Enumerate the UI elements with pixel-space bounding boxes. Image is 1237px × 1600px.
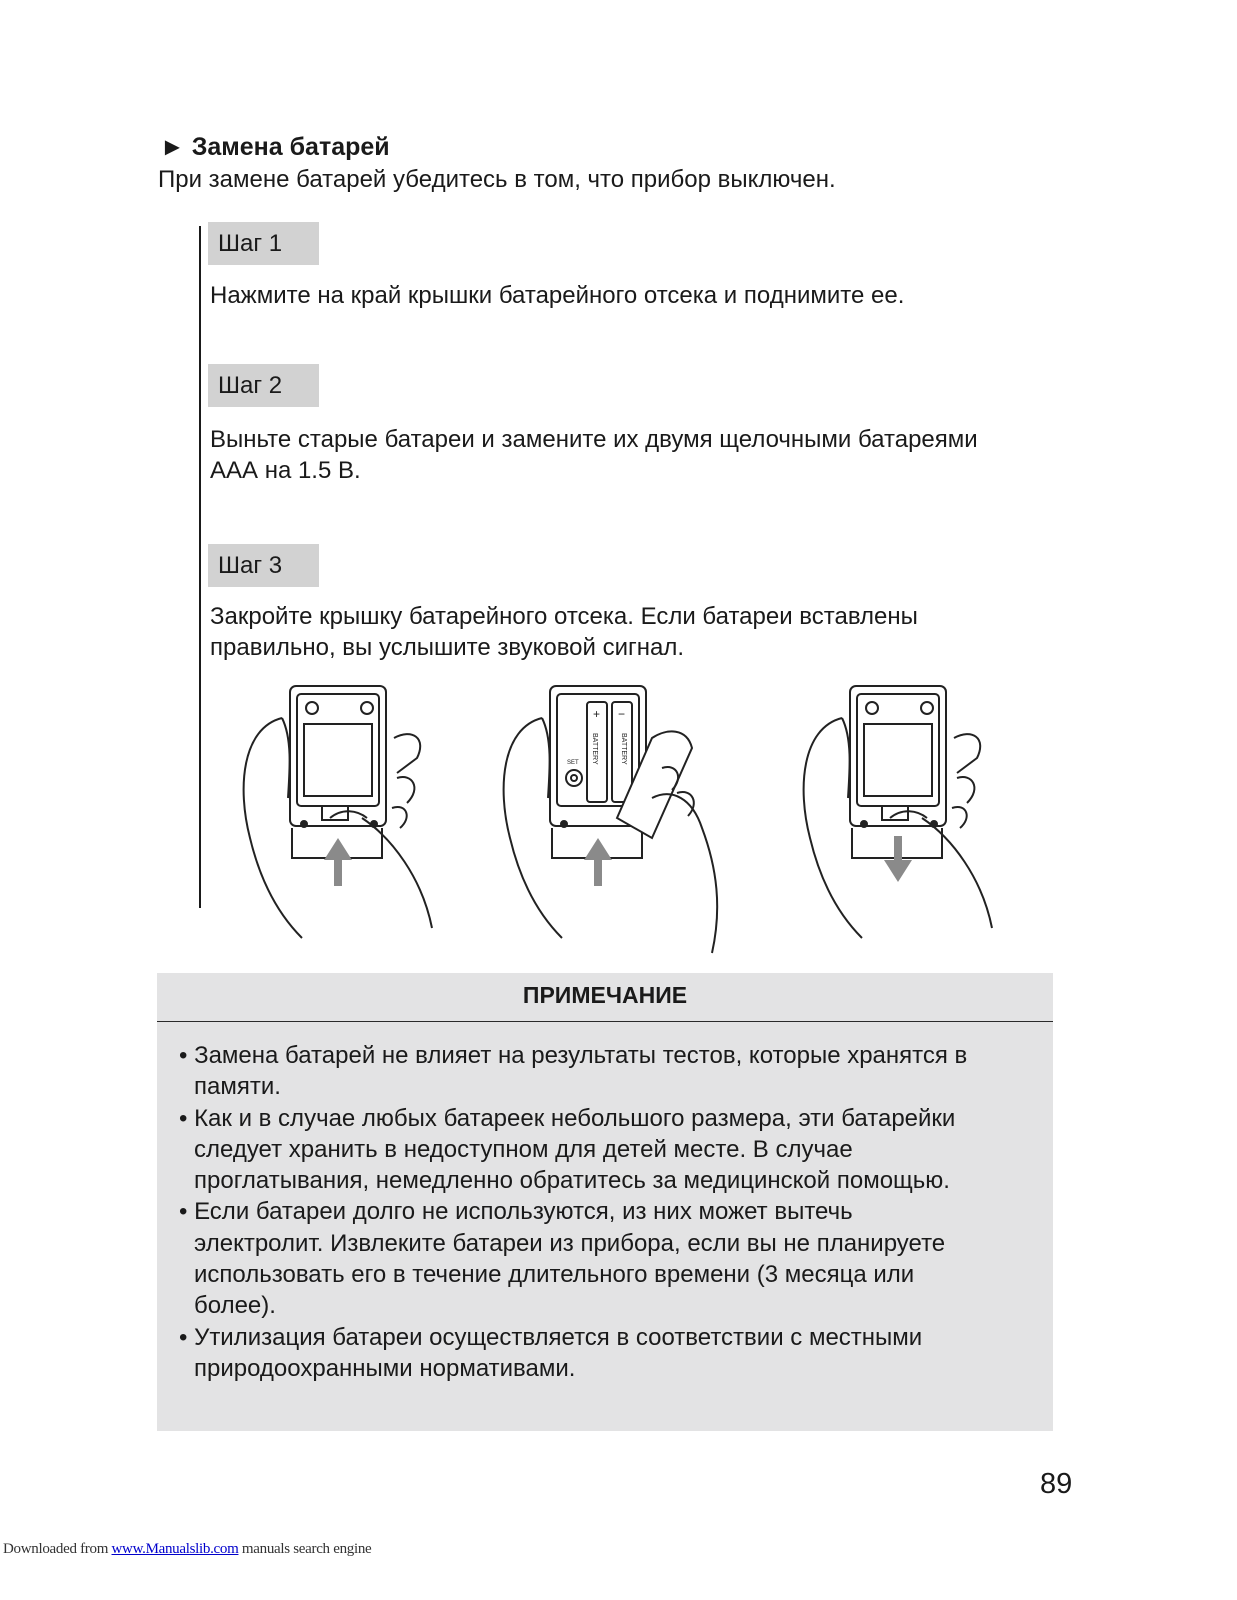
- page-number: 89: [1040, 1468, 1073, 1500]
- section-intro: При замене батарей убедитесь в том, что прибор выключен.: [158, 166, 836, 193]
- note-title: ПРИМЕЧАНИЕ: [157, 973, 1053, 1022]
- section-heading: ► Замена батарей: [160, 133, 390, 161]
- step-3-label: Шаг 3: [208, 544, 319, 587]
- step-2-text: [210, 424, 1070, 486]
- step-3-text: [210, 601, 1070, 663]
- note-item-2-line-2: следует хранить в недоступном для детей месте. В случае: [194, 1135, 853, 1163]
- note-item-3-line-3: использовать его в течение длительного времени (3 месяца или: [194, 1261, 915, 1289]
- battery-minus-sign: −: [618, 707, 626, 721]
- step-2-text-line-2: ААА на 1.5 В.: [210, 457, 361, 484]
- arrow-down-icon: [884, 860, 912, 882]
- note-item-1-line-1: • Замена батарей не влияет на результаты тестов, которые хранятся в: [179, 1042, 968, 1069]
- step-1-label: Шаг 1: [208, 222, 319, 265]
- note-item-2-line-3: проглатывания, немедленно обратитесь за медицинской помощью.: [194, 1167, 950, 1195]
- manualslib-link[interactable]: www.Manualslib.com: [111, 1541, 239, 1557]
- note-item-4-line-2: природоохранными нормативами.: [194, 1354, 576, 1382]
- battery-label-2: BATTERY: [620, 733, 627, 765]
- footer-suffix: manuals search engine: [238, 1541, 372, 1557]
- note-item-4-line-1: • Утилизация батареи осуществляется в соответствии с местными: [179, 1323, 923, 1351]
- steps-vertical-rule: [199, 226, 201, 908]
- arrow-up-shaft-2: [594, 860, 602, 886]
- note-item: [179, 1040, 1049, 1103]
- step-2-text-line-1: Выньте старые батареи и замените их двумя щелочными батареями: [210, 426, 978, 453]
- note-item-2-line-1: • Как и в случае любых батареек небольшого размера, эти батарейки: [179, 1104, 956, 1132]
- battery-plus-sign: +: [593, 707, 601, 721]
- step-3-text-line-2: правильно, вы услышите звуковой сигнал.: [210, 634, 685, 661]
- panel-batteries: [504, 686, 718, 953]
- note-item: [179, 1196, 1049, 1321]
- note-item: [179, 1322, 1049, 1385]
- battery-label-1: BATTERY: [591, 733, 598, 765]
- footer-prefix: Downloaded from: [3, 1541, 112, 1557]
- note-item-1-line-2: памяти.: [194, 1073, 281, 1101]
- step-2-label: Шаг 2: [208, 364, 319, 407]
- battery-replacement-illustration: [222, 678, 1012, 958]
- note-list: [179, 1040, 1049, 1384]
- step-3-text-line-1: Закройте крышку батарейного отсека. Если батареи вставлены: [210, 603, 918, 630]
- panel-close-cover: [804, 686, 992, 938]
- note-item-3-line-4: более).: [194, 1292, 276, 1320]
- note-box: [157, 973, 1053, 1431]
- download-footer: [3, 1541, 371, 1558]
- step-1-text: Нажмите на край крышки батарейного отсека и поднимите ее.: [210, 282, 905, 309]
- panel-open-cover: [244, 686, 432, 938]
- arrow-down-shaft: [894, 836, 902, 860]
- note-item-3-line-2: электролит. Извлеките батареи из прибора, если вы не планируете: [194, 1229, 946, 1257]
- arrow-up-shaft-1: [334, 860, 342, 886]
- note-item-3-line-1: • Если батареи долго не используются, из них может вытечь: [179, 1198, 853, 1226]
- set-button-label: SET: [567, 760, 579, 766]
- note-item: [179, 1103, 1049, 1197]
